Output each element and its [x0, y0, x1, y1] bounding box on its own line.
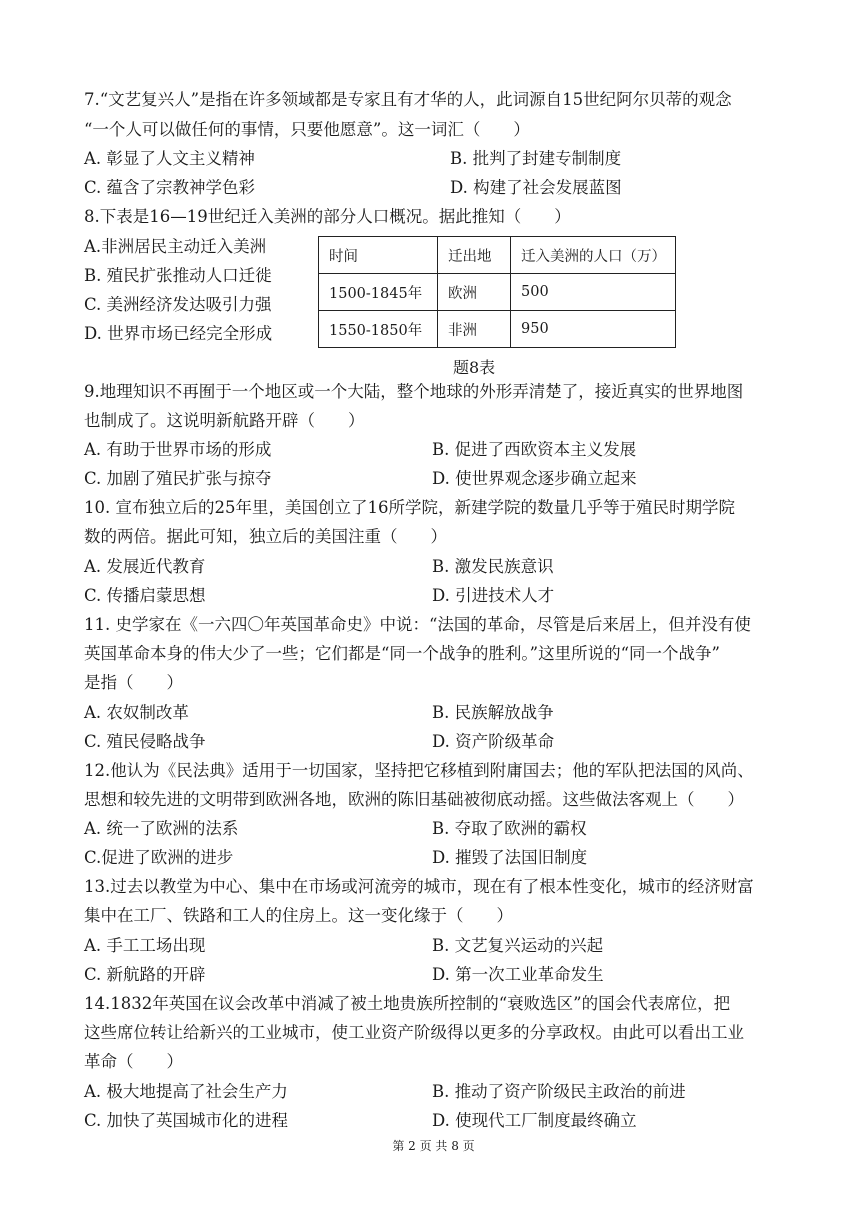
q9-option-d: D. 使世界观念逐步确立起来 — [432, 469, 637, 488]
q7-option-c: C. 蕴含了宗教神学色彩 — [84, 178, 256, 197]
q11-stem-line3: 是指（ ） — [84, 673, 183, 692]
q11-option-a: A. 农奴制改革 — [84, 703, 189, 722]
q14-option-a: A. 极大地提高了社会生产力 — [84, 1082, 288, 1101]
q14-stem-line2: 这些席位转让给新兴的工业城市，使工业资产阶级得以更多的分享政权。由此可以看出工业 — [84, 1023, 744, 1042]
q9-option-b: B. 促进了西欧资本主义发展 — [432, 440, 637, 459]
q9-option-a: A. 有助于世界市场的形成 — [84, 440, 272, 459]
q9-stem-line2: 也制成了。这说明新航路开辟（ ） — [84, 411, 365, 430]
q13-stem-line1: 13.过去以教堂为中心、集中在市场或河流旁的城市，现在有了根本性变化，城市的经济财富 — [84, 877, 754, 896]
q14-option-c: C. 加快了英国城市化的进程 — [84, 1111, 289, 1130]
table-cell: 欧洲 — [438, 274, 511, 311]
table-header-cell: 迁入美洲的人口（万） — [511, 237, 676, 274]
q11-stem-line2: 英国革命本身的伟大少了一些；它们都是“同一个战争的胜利。”这里所说的“同一个战争” — [84, 644, 720, 663]
q10-option-a: A. 发展近代教育 — [84, 557, 206, 576]
q8-option-c: C. 美洲经济发达吸引力强 — [84, 295, 272, 314]
q7-option-a: A. 彰显了人文主义精神 — [84, 149, 255, 168]
page-footer: 第 2 页 共 8 页 — [392, 1139, 475, 1153]
q7-option-d: D. 构建了社会发展蓝图 — [450, 178, 622, 197]
q8-table-caption: 题8表 — [453, 358, 496, 377]
q11-option-b: B. 民族解放战争 — [432, 703, 554, 722]
q10-option-b: B. 激发民族意识 — [432, 557, 554, 576]
q13-option-c: C. 新航路的开辟 — [84, 965, 206, 984]
q12-option-d: D. 摧毁了法国旧制度 — [432, 848, 588, 867]
table-cell: 非洲 — [438, 311, 511, 348]
table-cell: 1500-1845年 — [319, 274, 438, 311]
q8-option-b: B. 殖民扩张推动人口迁徙 — [84, 266, 272, 285]
q7-stem-line1: 7.“文艺复兴人”是指在许多领域都是专家且有才华的人，此词源自15世纪阿尔贝蒂的观念 — [84, 90, 732, 109]
table-cell: 950 — [511, 311, 676, 348]
q12-option-b: B. 夺取了欧洲的霸权 — [432, 819, 587, 838]
table-row — [319, 311, 676, 348]
q12-option-a: A. 统一了欧洲的法系 — [84, 819, 239, 838]
q13-option-a: A. 手工工场出现 — [84, 936, 206, 955]
q14-stem-line1: 14.1832年英国在议会改革中消减了被土地贵族所控制的“衰败选区”的国会代表席位，把 — [84, 994, 731, 1013]
q9-stem-line1: 9.地理知识不再囿于一个地区或一个大陆，整个地球的外形弄清楚了，接近真实的世界地图 — [84, 382, 744, 401]
table-cell: 500 — [511, 274, 676, 311]
table-header-cell: 时间 — [319, 237, 438, 274]
table-cell: 1550-1850年 — [319, 311, 438, 348]
q14-option-d: D. 使现代工厂制度最终确立 — [432, 1111, 637, 1130]
q11-option-d: D. 资产阶级革命 — [432, 732, 555, 751]
q8-table — [318, 236, 676, 348]
q14-stem-line3: 革命（ ） — [84, 1052, 183, 1071]
q7-option-b: B. 批判了封建专制制度 — [450, 149, 622, 168]
table-row — [319, 274, 676, 311]
q7-stem-line2: “一个人可以做任何的事情，只要他愿意”。这一词汇（ ） — [84, 120, 530, 139]
table-header-cell: 迁出地 — [438, 237, 511, 274]
table-header-row — [319, 237, 676, 274]
q8-option-a: A.非洲居民主动迁入美洲 — [84, 237, 267, 256]
q12-stem-line1: 12.他认为《民法典》适用于一切国家，坚持把它移植到附庸国去；他的军队把法国的风尚、 — [84, 761, 754, 780]
q10-stem-line1: 10. 宣布独立后的25年里，美国创立了16所学院，新建学院的数量几乎等于殖民时期学院 — [84, 498, 735, 517]
q11-stem-line1: 11. 史学家在《一六四〇年英国革命史》中说：“法国的革命，尽管是后来居上，但并没有使 — [84, 615, 751, 634]
q12-option-c: C.促进了欧洲的进步 — [84, 848, 234, 867]
q12-stem-line2: 思想和较先进的文明带到欧洲各地，欧洲的陈旧基础被彻底动摇。这些做法客观上（ ） — [84, 790, 744, 809]
q8-option-d: D. 世界市场已经完全形成 — [84, 324, 273, 343]
q10-option-d: D. 引进技术人才 — [432, 586, 555, 605]
q8-stem: 8.下表是16—19世纪迁入美洲的部分人口概况。据此推知（ ） — [84, 207, 571, 226]
q11-option-c: C. 殖民侵略战争 — [84, 732, 206, 751]
q13-option-b: B. 文艺复兴运动的兴起 — [432, 936, 604, 955]
q10-option-c: C. 传播启蒙思想 — [84, 586, 206, 605]
q13-option-d: D. 第一次工业革命发生 — [432, 965, 604, 984]
q14-option-b: B. 推动了资产阶级民主政治的前进 — [432, 1082, 686, 1101]
q10-stem-line2: 数的两倍。据此可知，独立后的美国注重（ ） — [84, 527, 447, 546]
q9-option-c: C. 加剧了殖民扩张与掠夺 — [84, 469, 272, 488]
q13-stem-line2: 集中在工厂、铁路和工人的住房上。这一变化缘于（ ） — [84, 906, 513, 925]
